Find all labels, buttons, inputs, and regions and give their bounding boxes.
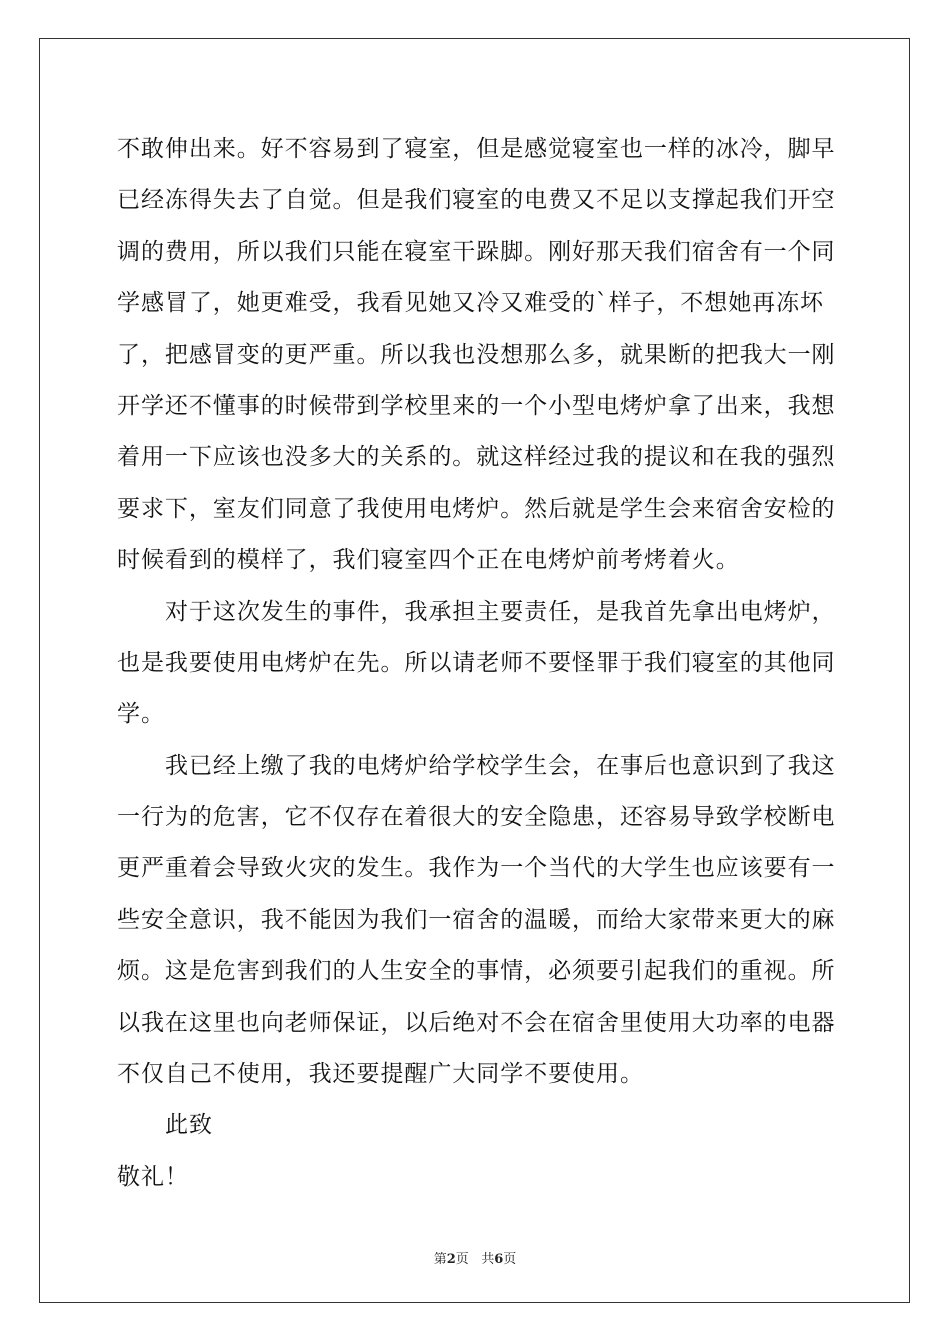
page-suffix: 页 bbox=[455, 1252, 469, 1267]
paragraph-start-line: 对于这次发生的事件，我承担主要责任，是我首先拿出电烤炉， bbox=[165, 598, 836, 625]
text-line: 开学还不懂事的时候带到学校里来的一个小型电烤炉拿了出来，我想 bbox=[117, 392, 836, 419]
text-line: 调的费用，所以我们只能在寝室干跺脚。刚好那天我们宿舍有一个同 bbox=[117, 238, 836, 265]
document-body bbox=[117, 124, 835, 1203]
text-line: 要求下，室友们同意了我使用电烤炉。然后就是学生会来宿舍安检的 bbox=[117, 495, 836, 522]
text-line: 学。 bbox=[117, 701, 165, 728]
text-line: 以我在这里也向老师保证，以后绝对不会在宿舍里使用大功率的电器 bbox=[117, 1009, 836, 1036]
total-suffix: 页 bbox=[503, 1252, 517, 1267]
closing-salutation: 此致 bbox=[165, 1112, 213, 1139]
text-line: 着用一下应该也没多大的关系的。就这样经过我的提议和在我的强烈 bbox=[117, 444, 836, 471]
page-footer bbox=[0, 1248, 950, 1267]
paragraph-start-line: 我已经上缴了我的电烤炉给学校学生会，在事后也意识到了我这 bbox=[165, 752, 836, 779]
text-line: 不敢伸出来。好不容易到了寝室，但是感觉寝室也一样的冰冷，脚早 bbox=[117, 136, 836, 162]
text-line: 些安全意识，我不能因为我们一宿舍的温暖，而给大家带来更大的麻 bbox=[117, 906, 836, 933]
text-line: 了，把感冒变的更严重。所以我也没想那么多，就果断的把我大一刚 bbox=[117, 341, 836, 368]
text-line: 已经冻得失去了自觉。但是我们寝室的电费又不足以支撑起我们开空 bbox=[117, 187, 836, 214]
page-prefix: 第 bbox=[433, 1252, 447, 1267]
page-total: 6 bbox=[494, 1252, 504, 1267]
text-line: 学感冒了，她更难受，我看见她又冷又难受的`样子，不想她再冻坏 bbox=[117, 290, 824, 317]
text-line: 不仅自己不使用，我还要提醒广大同学不要使用。 bbox=[117, 1061, 644, 1088]
text-line: 也是我要使用电烤炉在先。所以请老师不要怪罪于我们寝室的其他同 bbox=[117, 649, 836, 676]
text-line: 更严重着会导致火灾的发生。我作为一个当代的大学生也应该要有一 bbox=[117, 855, 836, 882]
total-prefix: 共 bbox=[481, 1252, 495, 1267]
text-line: 烦。这是危害到我们的人生安全的事情，必须要引起我们的重视。所 bbox=[117, 958, 836, 985]
closing-regards: 敬礼！ bbox=[117, 1163, 189, 1190]
page-current: 2 bbox=[446, 1252, 456, 1267]
text-line: 时候看到的模样了，我们寝室四个正在电烤炉前考烤着火。 bbox=[117, 547, 740, 574]
text-line: 一行为的危害，它不仅存在着很大的安全隐患，还容易导致学校断电 bbox=[117, 804, 836, 831]
